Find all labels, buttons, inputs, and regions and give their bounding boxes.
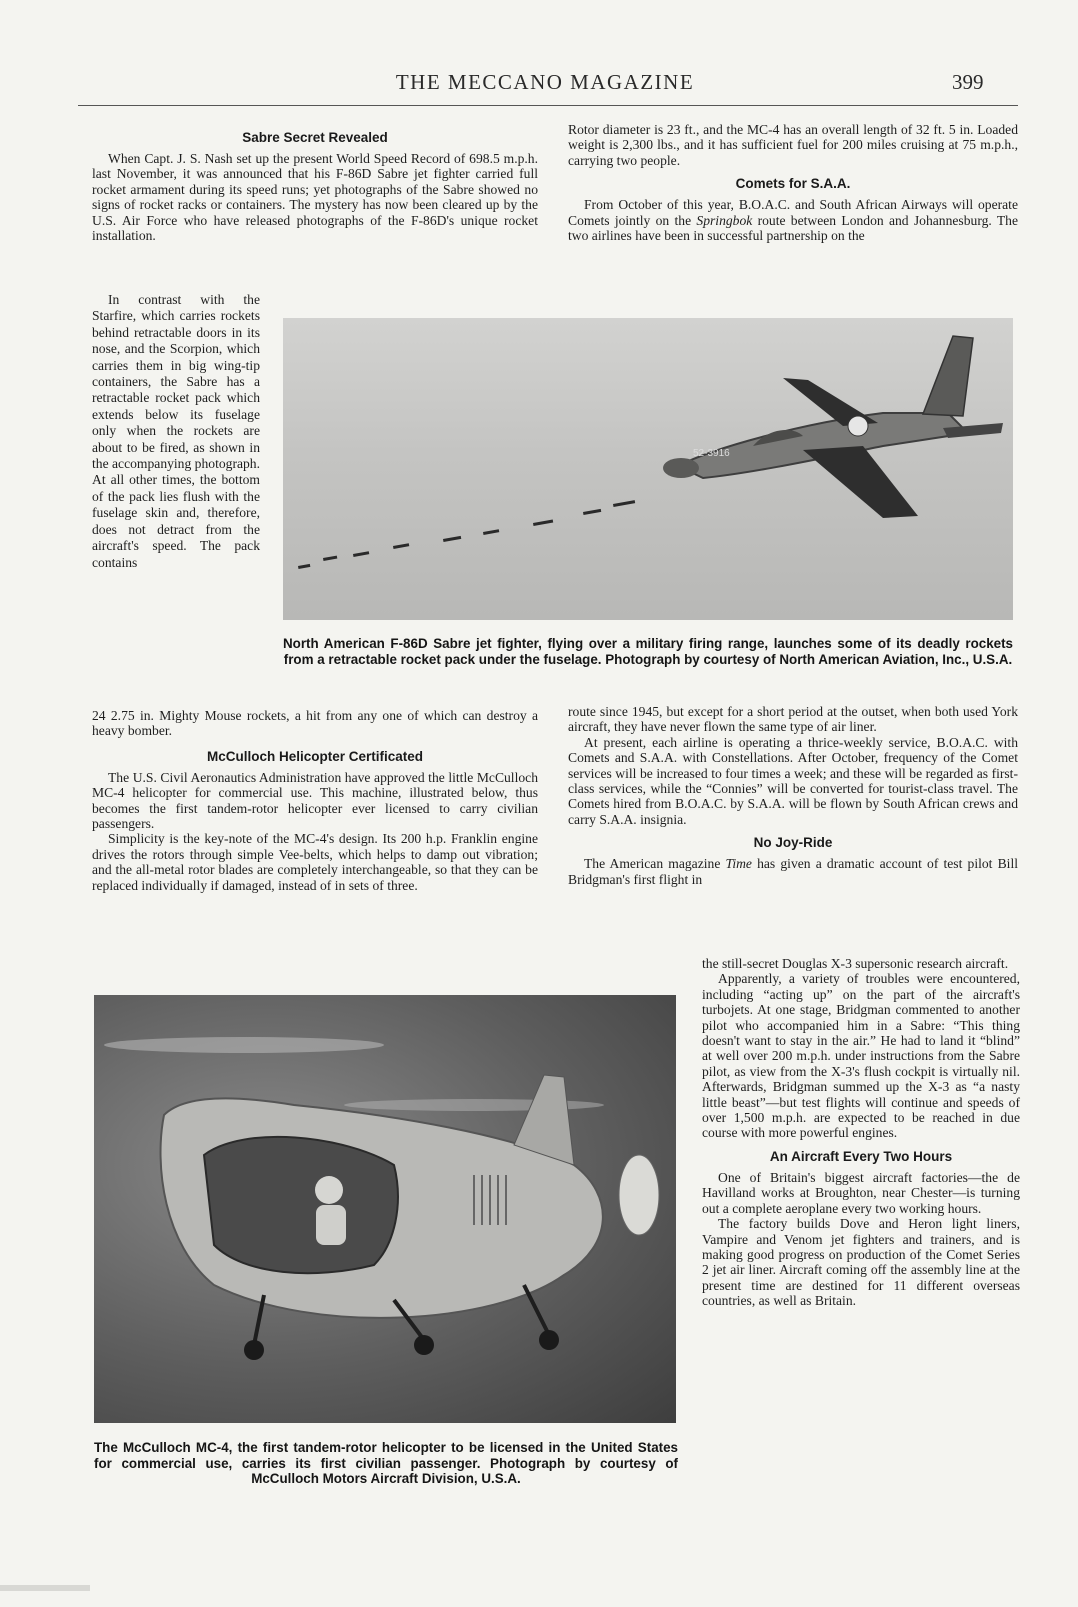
mcculloch-paragraph-1: The U.S. Civil Aeronautics Administration have approved the little McCulloch MC-4 helicopter for commercial use. This machine, illustrated below, thus becomes the first tandem-rotor helicopter ever licensed to carry civilian passengers. xyxy=(92,769,538,832)
jet-photo-caption: North American F-86D Sabre jet fighter, flying over a military firing range, launches some of its deadly rockets from a retractable rocket pack under the fuselage. Photograph by courtesy of North American Aviation, Inc., U.S.A. xyxy=(283,636,1013,667)
time-magazine-name: Time xyxy=(725,856,752,872)
sabre-article xyxy=(92,130,538,243)
right-column-middle xyxy=(568,704,1018,887)
joyride-paragraph-1-continued: the still-secret Douglas X-3 supersonic research aircraft. xyxy=(702,956,1009,971)
comets-paragraph-1 xyxy=(568,197,1018,243)
comets-heading: Comets for S.A.A. xyxy=(735,176,851,192)
aircraft-hours-paragraph-1: One of Britain's biggest aircraft factories—the de Havilland works at Broughton, near Chester—is turning out a complete aeroplane every two working hours. xyxy=(702,1169,1020,1216)
joyride-paragraph-1 xyxy=(568,856,1018,887)
sabre-heading: Sabre Secret Revealed xyxy=(242,130,388,145)
sabre-continuation xyxy=(92,708,538,893)
joyride-paragraph-2: Apparently, a variety of troubles were encountered, including “acting up” on the part of the aircraft's turbojets. At one stage, Bridgman commented to another pilot who accompanied him in a Sabre: “This thing doesn't want to stay in the air.” He had to land it “blind” at well over 200 m.p.h. under instructions from the Sabre pilot, as view from the X-3's flush cockpit is virtually nil. Afterwards, Bridgman summed up the X-3 as “a nasty little beast”—but test flights will continue and speeds of over 1,500 m.p.h. are expected to be reached in due course with more powerful engines. xyxy=(702,971,1020,1141)
comets-p1-start: From October of this year, B.O.A.C. and South African Airways will operate Comets jointly on the xyxy=(568,197,1018,228)
jet-serial-number: 52-3916 xyxy=(693,448,730,459)
sabre-paragraph-2: In contrast with the Starfire, which carries rockets behind retractable doors in its nose, and the Scorpion, which carries them in big wing-tip containers, the Sabre has a retractable rocket pack which extends below its fuselage only when the rockets are about to be fired, as shown in the accompanying photograph. At all other times, the bottom of the pack lies flush with the fuselage skin and, therefore, does not detract from the aircraft's speed. The pack contains xyxy=(92,292,260,570)
sabre-jet-photo xyxy=(283,318,1013,620)
comets-p1-end: route between London and Johannesburg. The two airlines have been in successful partnership on the xyxy=(568,212,1018,244)
joyride-p1-start: The American magazine xyxy=(584,856,726,872)
right-column-top xyxy=(568,122,1018,243)
mcculloch-helicopter-photo xyxy=(94,995,676,1423)
mcculloch-paragraph-2: Simplicity is the key-note of the MC-4's design. Its 200 h.p. Franklin engine drives the rotors through simple Vee-belts, which helps to damp out vibration; and the all-metal rotor blades are completely interchangeable, so that they can be replaced individually if damaged, instead of in sets of three. xyxy=(92,831,538,893)
joyride-heading: No Joy-Ride xyxy=(753,835,833,851)
sabre-paragraph-1: When Capt. J. S. Nash set up the present World Speed Record of 698.5 m.p.h. last November, it was announced that his F-86D Sabre jet fighter carried full rocket armament during its speed runs; yet photographs of the Sabre showed no signs of rocket racks or containers. The mystery has now been cleared up by the U.S. Air Force who have released photographs of the F-86D's unique rocket installation. xyxy=(92,151,538,244)
sabre-narrow-column xyxy=(92,292,260,571)
magazine-title: THE MECCANO MAGAZINE xyxy=(395,70,695,94)
helicopter-photo-caption: The McCulloch MC-4, the first tandem-rotor helicopter to be licensed in the United States for commercial use, carries its first civilian passenger. Photograph by courtesy of McCulloch Motors Aircraft Division, U.S.A. xyxy=(94,1440,678,1487)
page-number: 399 xyxy=(952,70,984,94)
header-rule xyxy=(78,105,1018,106)
springbok-route-name: Springbok xyxy=(696,212,753,228)
sabre-jet-illustration xyxy=(283,318,1013,620)
page-edge-mark xyxy=(0,1585,90,1591)
helicopter-illustration xyxy=(94,995,676,1423)
comets-paragraph-2: At present, each airline is operating a thrice-weekly service, B.O.A.C. with Comets and S.A.A. with Constellations. After October, frequency of the Comet services will be increased to four times a week; and these will be regarded as first-class services, while the “Connies” will be converted for tourist-class travel. The Comets hired from B.O.A.C. by S.A.A. will be flown by South African crews and carry S.A.A. insignia. xyxy=(568,734,1018,827)
aircraft-hours-paragraph-2: The factory builds Dove and Heron light liners, Vampire and Venom jet fighters and trainers, and is making good progress on production of the Comet Series 2 jet air liner. Aircraft coming off the assembly line at the present time are destined for 11 different overseas countries, as well as Britain. xyxy=(702,1216,1020,1309)
mcculloch-paragraph-3: Rotor diameter is 23 ft., and the MC-4 has an overall length of 32 ft. 5 in. Loaded weight is 2,300 lbs., and it has sufficient fuel for 200 miles cruising at 75 m.p.h., carrying two people. xyxy=(568,122,1018,168)
right-narrow-column xyxy=(702,956,1020,1309)
aircraft-hours-heading: An Aircraft Every Two Hours xyxy=(769,1148,953,1164)
comets-paragraph-1-continued: route since 1945, but except for a short period at the outset, when both used York aircraft, they have never flown the same type of air liner. xyxy=(568,704,1018,735)
sabre-paragraph-2-end: 24 2.75 in. Mighty Mouse rockets, a hit from any one of which can destroy a heavy bomber. xyxy=(92,708,538,739)
mcculloch-heading: McCulloch Helicopter Certificated xyxy=(206,748,424,764)
joyride-p1-end: has given a dramatic account of test pilot Bill Bridgman's first flight in xyxy=(568,856,1018,887)
